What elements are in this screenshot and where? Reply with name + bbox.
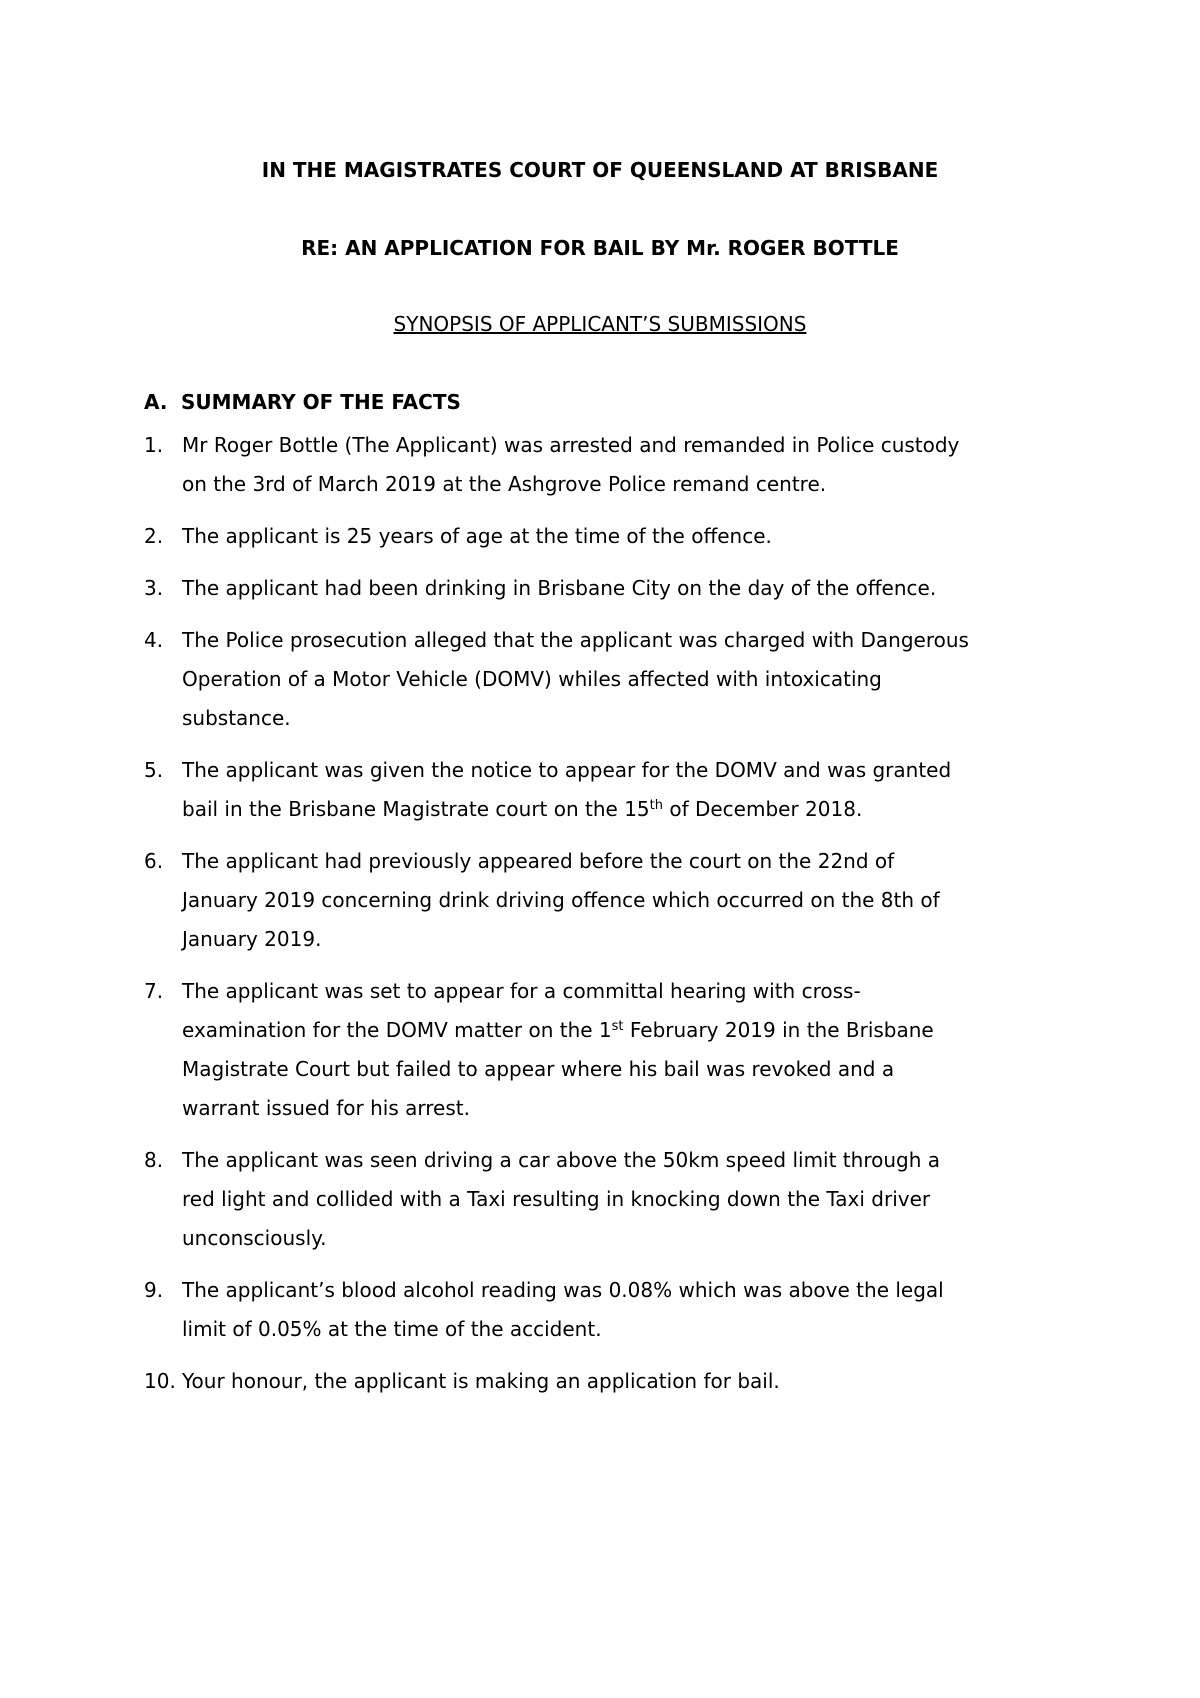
list-item	[144, 621, 1084, 738]
item-text: The applicant had previously appeared before the court on the 22nd of January 2019 concerning drink driving offence which occurred on the 8th of January 2019.	[182, 849, 940, 951]
item-text-part: The applicant was set to appear for a committal hearing with cross- examination for the DOMV matter on the 1	[182, 979, 861, 1042]
item-number: 10.	[144, 1369, 176, 1393]
item-text: The applicant is 25 years of age at the time of the offence.	[182, 524, 772, 548]
item-text: The Police prosecution alleged that the applicant was charged with Dangerous Operation of a Motor Vehicle (DOMV) whiles affected with intoxicating substance.	[182, 628, 969, 730]
matter-heading: RE: AN APPLICATION FOR BAIL BY Mr. ROGER BOTTLE	[301, 236, 899, 260]
list-item	[144, 1271, 1084, 1349]
item-text-part: The applicant was given the notice to appear for the DOMV and was granted bail in the Brisbane Magistrate court on the 15	[182, 758, 952, 821]
item-number: 4.	[144, 628, 164, 652]
item-number: 7.	[144, 979, 164, 1003]
ordinal-suffix: st	[611, 1019, 624, 1034]
ordinal-suffix: th	[649, 798, 663, 813]
list-item	[144, 1141, 1084, 1258]
section-letter: A.	[144, 390, 168, 414]
item-number: 2.	[144, 524, 164, 548]
item-text: The applicant had been drinking in Brisbane City on the day of the offence.	[182, 576, 937, 600]
item-number: 8.	[144, 1148, 164, 1172]
item-text: The applicant’s blood alcohol reading was 0.08% which was above the legal limit of 0.05% at the time of the accident.	[182, 1278, 944, 1341]
list-item	[144, 569, 1084, 608]
list-item	[144, 1362, 1084, 1401]
item-text: Mr Roger Bottle (The Applicant) was arrested and remanded in Police custody on the 3rd of March 2019 at the Ashgrove Police remand centre.	[182, 433, 960, 496]
item-number: 9.	[144, 1278, 164, 1302]
section-title: SUMMARY OF THE FACTS	[181, 390, 461, 414]
item-text-part: of December 2018.	[662, 797, 863, 821]
list-item	[144, 972, 1084, 1128]
section-heading	[144, 390, 461, 414]
item-text: The applicant was seen driving a car above the 50km speed limit through a red light and collided with a Taxi resulting in knocking down the Taxi driver unconsciously.	[182, 1148, 940, 1250]
court-heading: IN THE MAGISTRATES COURT OF QUEENSLAND AT BRISBANE	[261, 158, 939, 182]
item-number: 3.	[144, 576, 164, 600]
item-number: 5.	[144, 758, 164, 782]
list-item	[144, 517, 1084, 556]
list-item	[144, 426, 1084, 504]
document-title-wrap	[0, 312, 1200, 336]
item-number: 6.	[144, 849, 164, 873]
item-text: Your honour, the applicant is making an application for bail.	[182, 1369, 780, 1393]
item-number: 1.	[144, 433, 164, 457]
item-text	[182, 972, 1084, 1128]
facts-list	[144, 426, 1084, 1414]
list-item	[144, 842, 1084, 959]
list-item	[144, 751, 1084, 829]
document-title: SYNOPSIS OF APPLICANT’S SUBMISSIONS	[393, 312, 807, 336]
item-text-part: February 2019 in the Brisbane Magistrate Court but failed to appear where his bail was revoked and a warrant issued for his arrest.	[182, 1018, 934, 1120]
item-text	[182, 751, 1084, 829]
